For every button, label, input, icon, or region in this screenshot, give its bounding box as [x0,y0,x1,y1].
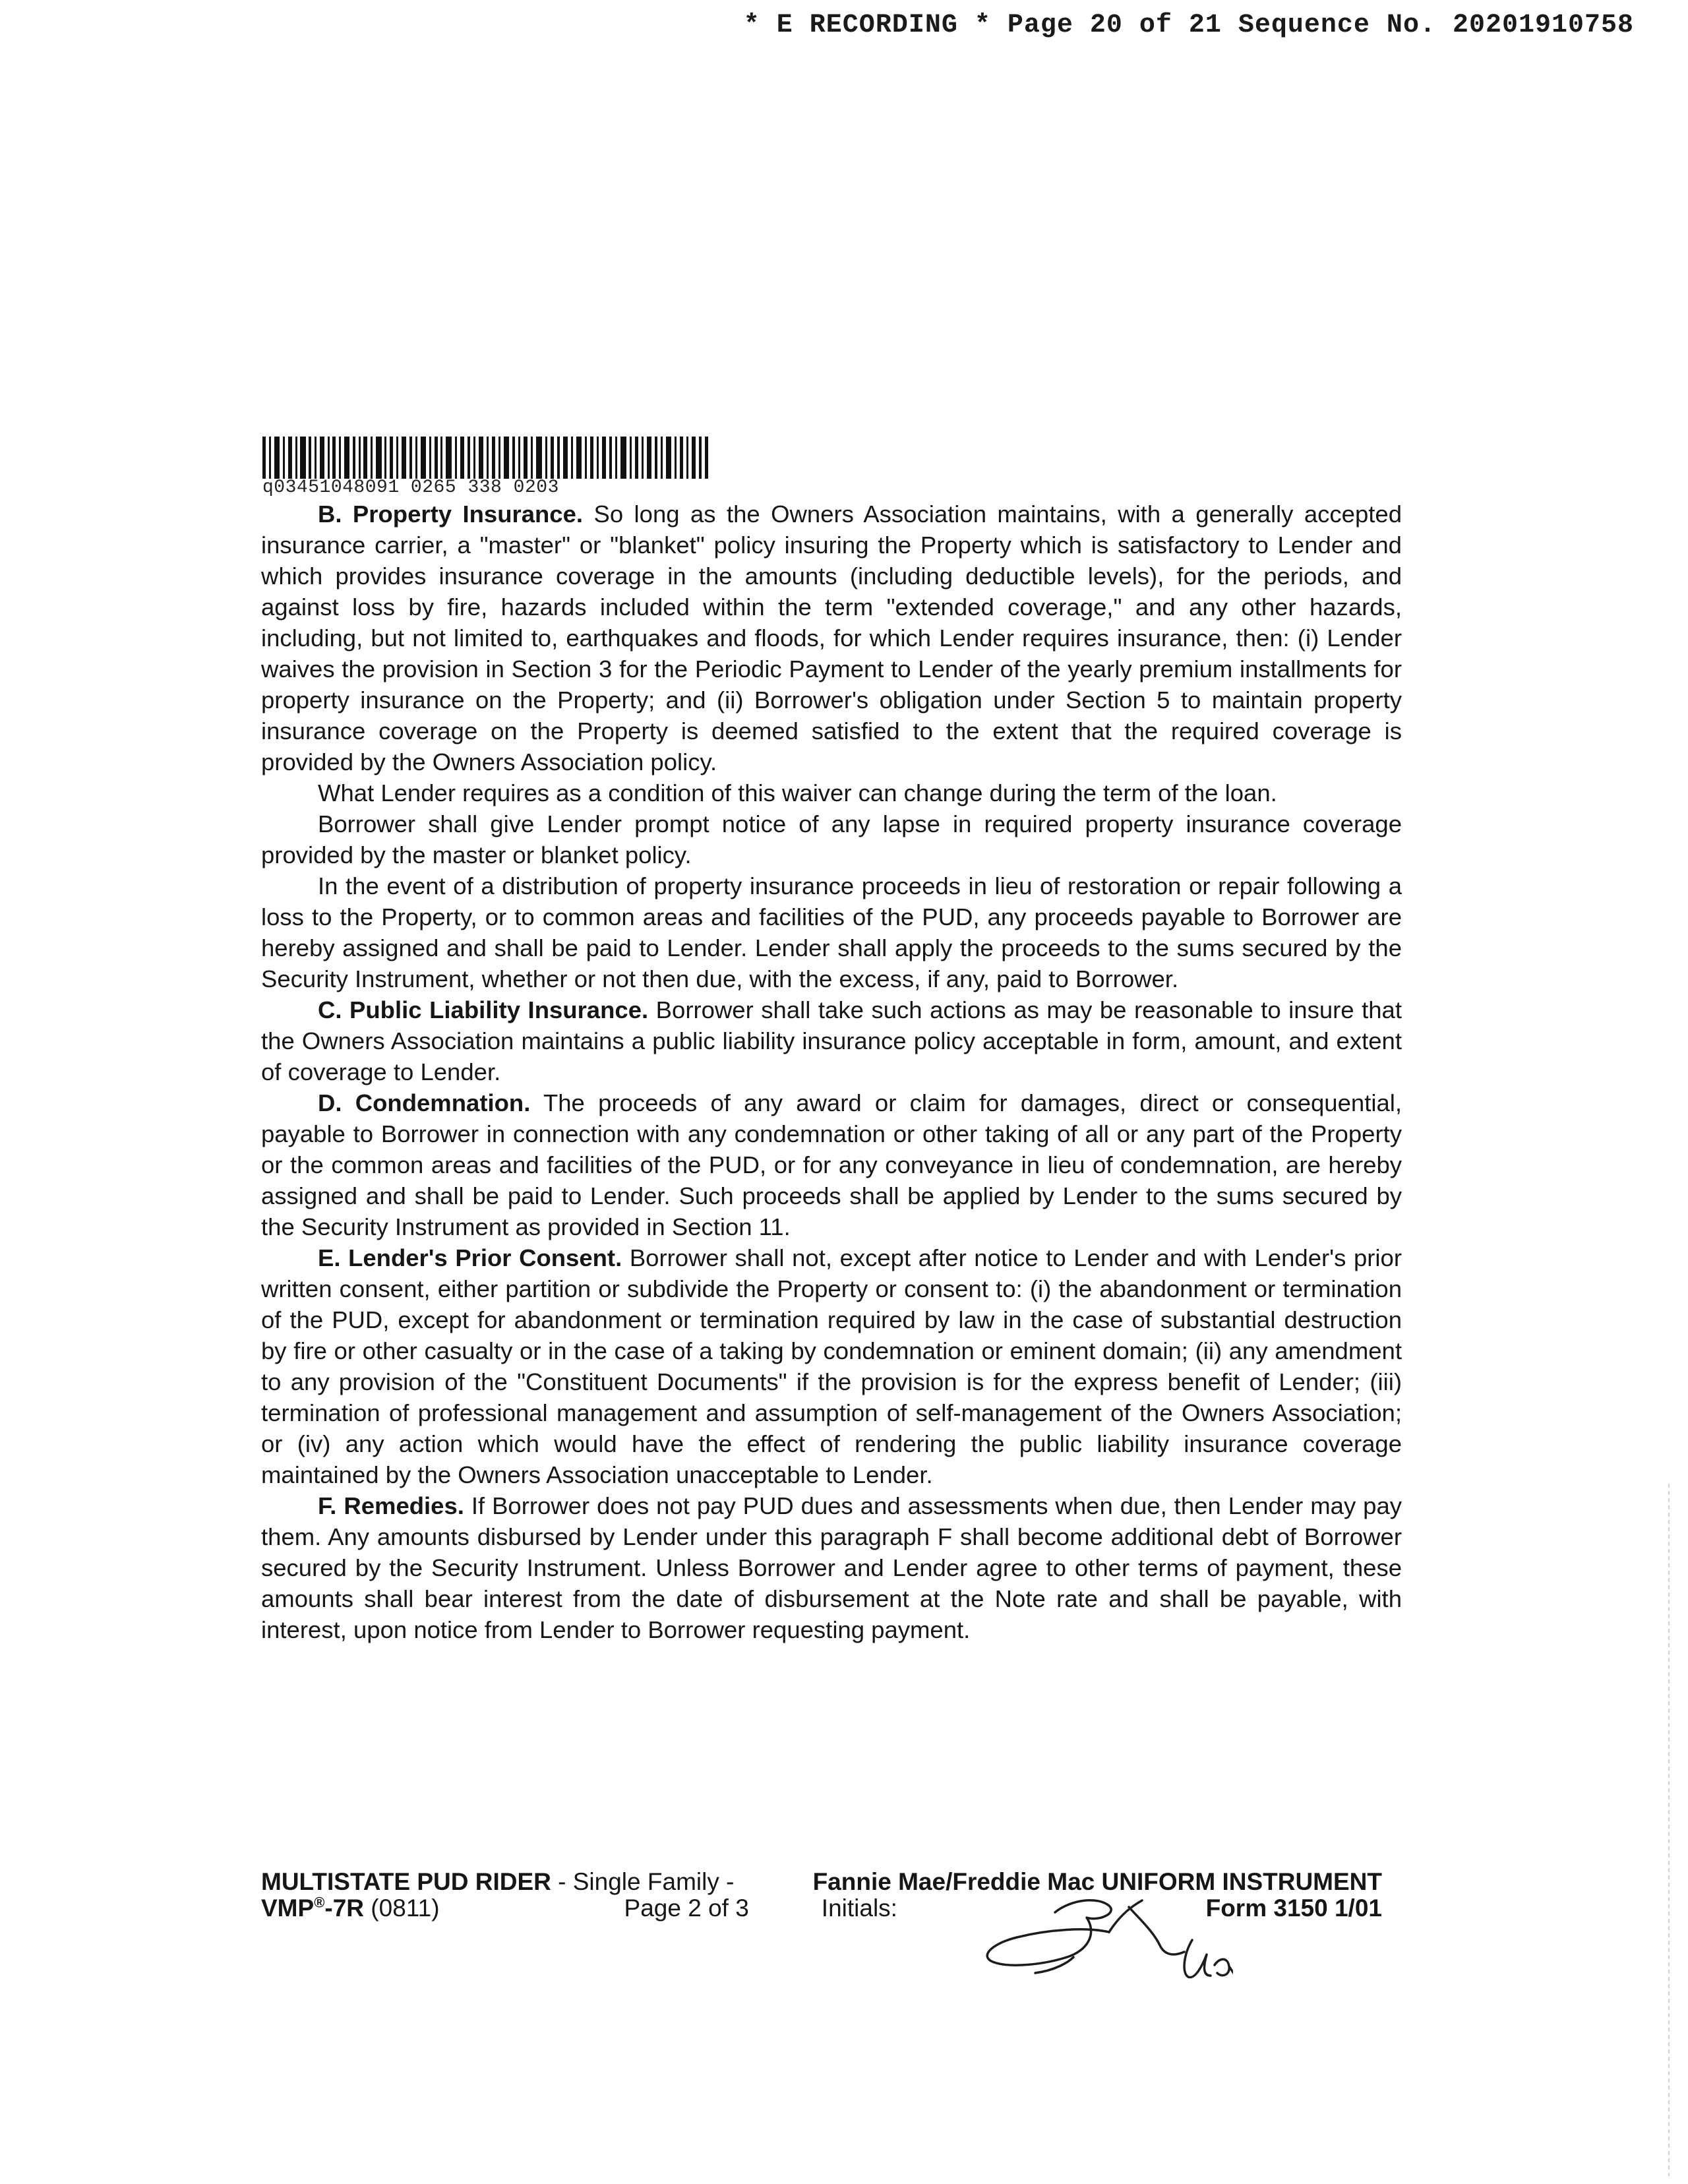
paragraph-prior-consent [261,1242,1402,1490]
paragraph-text: What Lender requires as a condition of this waiver can change during the term of the loan. [318,779,1277,806]
paragraph-remedies [261,1490,1402,1645]
paragraph-property-insurance [261,499,1402,777]
heading-prior-consent: E. Lender's Prior Consent. [318,1244,622,1271]
handwritten-initials [956,1894,1233,1993]
footer-form-number: Form 3150 1/01 [1205,1895,1382,1922]
paragraph-text: In the event of a distribution of property insurance proceeds in lieu of restoration or repair following a loss to the Property, or to common areas and facilities of the PUD, any proceeds payable to Borrower are hereby assigned and shall be paid to Lender. Lender shall apply the proceeds to the sums secured by the Security Instrument, whether or not then due, with the excess, if any, paid to Borrower. [261,872,1402,992]
registered-mark: ® [314,1894,325,1911]
scan-edge-artifact [1667,1484,1671,2176]
footer-uniform-instrument: Fannie Mae/Freddie Mac UNIFORM INSTRUMENT [812,1868,1382,1895]
footer-vmp-version: (0811) [364,1895,440,1922]
footer-title [261,1869,734,1895]
footer-initials-label: Initials: [821,1895,897,1922]
paragraph-distribution-proceeds [261,870,1402,994]
paragraph-text: So long as the Owners Association maintains, with a generally accepted insurance carrier, a "master" or "blanket" policy insuring the Property which is satisfactory to Lender and which provides insurance coverage in the amounts (including deductible levels), for the periods, and against loss by fire, hazards included within the term "extended coverage," and any other hazards, including, but not limited to, earthquakes and floods, for which Lender requires insurance, then: (i) Lender waives the provision in Section 3 for the Periodic Payment to Lender of the yearly premium installments for property insurance on the Property; and (ii) Borrower's obligation under Section 5 to maintain property insurance coverage on the Property is deemed satisfied to the extent that the required coverage is provided by the Owners Association policy. [261,501,1402,775]
paragraph-condemnation [261,1087,1402,1242]
footer-vmp-suffix: -7R [324,1895,365,1922]
footer-vmp-code: VMP [261,1895,315,1922]
barcode-number: q03451048091 0265 338 0203 [262,477,559,498]
footer-vmp [261,1895,440,1922]
footer-page-number: Page 2 of 3 [624,1895,749,1922]
paragraph-text: Borrower shall give Lender prompt notice of any lapse in required property insurance coverage provided by the master or blanket policy. [261,810,1402,868]
rider-body [261,499,1402,1645]
heading-condemnation: D. Condemnation. [318,1089,531,1116]
heading-remedies: F. Remedies. [318,1492,464,1519]
paragraph-text: Borrower shall take such actions as may be reasonable to insure that the Owners Association maintains a public liability insurance policy acceptable in form, amount, and extent of coverage to Lender. [261,996,1402,1085]
heading-public-liability: C. Public Liability Insurance. [318,996,649,1023]
paragraph-text: The proceeds of any award or claim for damages, direct or consequential, payable to Borrower in connection with any condemnation or other taking of all or any part of the Property or the common areas and facilities of the PUD, or for any conveyance in lieu of condemnation, are hereby assigned and shall be paid to Lender. Such proceeds shall be applied by Lender to the sums secured by the Security Instrument as provided in Section 11. [261,1089,1402,1240]
barcode [262,437,711,498]
heading-property-insurance: B. Property Insurance. [318,501,584,528]
paragraph-text: Borrower shall not, except after notice to Lender and with Lender's prior written consent, either partition or subdivide the Property or consent to: (i) the abandonment or termination of the PUD, except for abandonment or termination required by law in the case of substantial destruction by fire or other casualty or in the case of a taking by condemnation or eminent domain; (ii) any amendment to any provision of the "Constituent Documents" if the provision is for the express benefit of Lender; (iii) termination of professional management and assumption of self-management of the Owners Association; or (iv) any action which would have the effect of rendering the public liability insurance coverage maintained by the Owners Association unacceptable to Lender. [261,1244,1402,1488]
paragraph-waiver-change [261,777,1402,808]
paragraph-text: If Borrower does not pay PUD dues and assessments when due, then Lender may pay them. Any amounts disbursed by Lender under this paragraph F shall become additional debt of Borrower secured by the Security Instrument. Unless Borrower and Lender agree to other terms of payment, these amounts shall bear interest from the date of disbursement at the Note rate and shall be payable, with interest, upon notice from Lender to Borrower requesting payment. [261,1492,1402,1643]
paragraph-lapse-notice [261,808,1402,870]
barcode-image [262,437,711,479]
footer-rider-type: - Single Family - [551,1868,735,1895]
footer-rider-name: MULTISTATE PUD RIDER [261,1868,551,1895]
paragraph-public-liability [261,994,1402,1087]
footer-row-1 [261,1869,1382,1895]
recording-header: * E RECORDING * Page 20 of 21 Sequence No. 20201910758 [743,11,1634,40]
